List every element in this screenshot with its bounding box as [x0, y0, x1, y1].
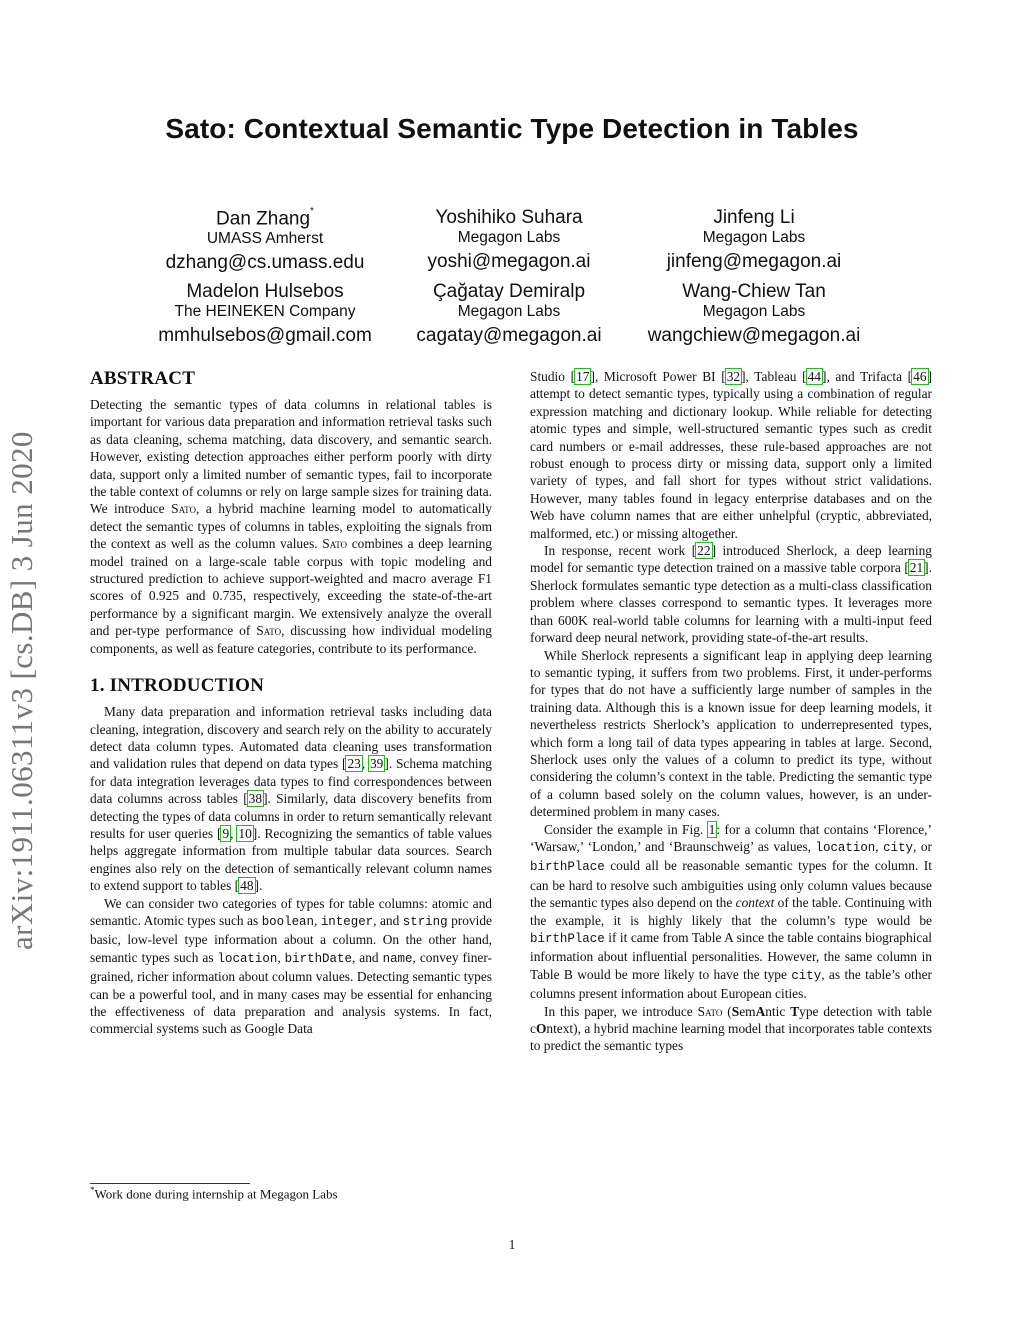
- author-footnote-mark: *: [310, 206, 314, 217]
- author-affiliation: The HEINEKEN Company: [174, 303, 356, 320]
- citation-link[interactable]: 9: [222, 825, 230, 841]
- citation-link[interactable]: 23: [347, 756, 361, 772]
- author-affiliation: Megagon Labs: [457, 303, 561, 320]
- citation-link[interactable]: 46: [913, 369, 927, 384]
- intro-paragraph: While Sherlock represents a significant leap in applying deep learning to semantic typing, it suffers from two problems. First, it under-performs for types that do not have a sufficiently large number of samples in the training data. Although this is a known issue for deep learning models, it nevertheless restricts Sherlock’s application to underrepresented types, which form a long tail of data types appearing in tables at large. Second, Sherlock uses only the values of a column to predict its type, without considering the column’s context in the table. Predicting the semantic type of a column based solely on the column values, however, is an under-determined problem in many cases.: [530, 647, 932, 820]
- citation-link[interactable]: 44: [807, 369, 821, 384]
- citation-link[interactable]: 38: [248, 791, 263, 807]
- footnote-text: Work done during internship at Megagon Labs: [94, 1186, 338, 1202]
- author-affiliation: UMASS Amherst: [206, 230, 324, 248]
- author-name: Madelon Hulsebos: [186, 281, 344, 302]
- author-email: cagatay@megagon.ai: [416, 325, 602, 346]
- footnote: [90, 1185, 338, 1202]
- right-column: [530, 368, 932, 1055]
- author-name: Wang-Chiew Tan: [682, 281, 826, 302]
- author-name: Yoshihiko Suhara: [435, 207, 583, 228]
- figure-link[interactable]: 1: [708, 821, 716, 837]
- citation-link[interactable]: 21: [909, 560, 924, 576]
- author-block: [604, 207, 904, 273]
- author-email: wangchiew@megagon.ai: [647, 325, 861, 346]
- arxiv-identifier: arXiv:1911.06311v3 [cs.DB] 3 Jun 2020: [4, 431, 39, 950]
- author-email: mmhulsebos@gmail.com: [158, 325, 372, 346]
- citation-link[interactable]: 17: [576, 369, 590, 384]
- intro-paragraph: In this paper, we introduce Sato (SemAntic Type detection with table cOntext), a hybrid machine learning model that incorporates table contexts to predict the semantic types: [530, 1003, 932, 1054]
- citation-link[interactable]: 39: [369, 756, 384, 772]
- author-name: Jinfeng Li: [713, 207, 795, 228]
- page-number: 1: [508, 1237, 516, 1252]
- citation-link[interactable]: 48: [240, 878, 254, 894]
- author-affiliation: Megagon Labs: [702, 229, 806, 246]
- intro-paragraph: Many data preparation and information retrieval tasks including data cleaning, integration, discovery and search rely on the ability to accurately detect data column types. Automated data cleaning uses transformation and validation rules that depend on data types [23, 39]. Schema matching for data integration leverages data types to find correspondences between data columns across tables [38]. Similarly, data discovery benefits from detecting the types of data columns in order to return semantically relevant results for user queries [9, 10]. Recognizing the semantics of table values helps aggregate information from multiple tabular data sources. Search engines also rely on the detection of semantically relevant column names to extend support to tables [48].: [90, 704, 492, 894]
- citation-link[interactable]: 22: [697, 543, 711, 559]
- citation-link[interactable]: 32: [726, 369, 741, 384]
- author-block: [604, 281, 904, 347]
- intro-paragraph: Studio [17], Microsoft Power BI [32], Tableau [44], and Trifacta [46] attempt to detect semantic types, typically using a combination of regular expression matching and dictionary lookup. While reliable for detecting atomic types and simple, well-structured semantic types such as credit card numbers or e-mail addresses, these rule-based approaches are not robust enough to process dirty or missing data, support only a limited variety of types, and fall short for types without strict validations. However, many tables found in legacy enterprise databases and on the Web have column names that are either unhelpful (cryptic, abbreviated, malformed, etc.) or missing altogether.: [530, 369, 932, 541]
- intro-paragraph: Consider the example in Fig. 1: for a column that contains ‘Florence,’ ‘Warsaw,’ ‘London,’ and ‘Braunschweig’ as values, location, city, or birthPlace could all be reasonable semantic types for the column. It can be hard to resolve such ambiguities using only column values because the semantic types also depend on the context of the table. Continuing with the example, it is highly likely that the column’s type would be birthPlace if it came from Table A since the table contains biographical information about influential personalities. However, the same column in Table B would be more likely to have the type city, as the table’s other columns present information about European cities.: [530, 821, 933, 1002]
- footnote-rule: [90, 1183, 250, 1184]
- introduction-heading: 1. INTRODUCTION: [90, 675, 265, 697]
- author-email: yoshi@megagon.ai: [427, 251, 591, 272]
- author-name: Dan Zhang: [216, 208, 311, 230]
- author-email: dzhang@cs.umass.edu: [165, 252, 365, 274]
- abstract-paragraph: Detecting the semantic types of data columns in relational tables is important for various data preparation and information retrieval tasks such as data cleaning, schema matching, data discovery, and semantic search. However, existing detection approaches either perform poorly with dirty data, support only a limited number of semantic types, fail to incorporate the table context of columns or rely on large sample sizes for training data. We introduce Sato, a hybrid machine learning model to automatically detect the semantic types of columns in tables, exploiting the signals from the context as well as the column values. Sato combines a deep learning model trained on a large-scale table corpus with topic modeling and structured prediction to achieve support-weighted and macro average F1 scores of 0.925 and 0.735, respectively, exceeding the state-of-the-art performance by a significant margin. We extensively analyze the overall and per-type performance of Sato, discussing how individual modeling components, as well as feature categories, contribute to its performance.: [90, 397, 492, 656]
- footnote-mark: *: [90, 1185, 95, 1195]
- left-column: [90, 368, 492, 1038]
- author-email: jinfeng@megagon.ai: [666, 251, 842, 272]
- author-affiliation: Megagon Labs: [457, 229, 561, 246]
- citation-link[interactable]: 10: [238, 825, 252, 841]
- author-affiliation: Megagon Labs: [702, 303, 806, 320]
- abstract-heading: ABSTRACT: [90, 368, 196, 389]
- author-name: Çağatay Demiralp: [432, 281, 586, 302]
- paper-title: Sato: Contextual Semantic Type Detection in Tables: [165, 113, 859, 144]
- intro-paragraph: We can consider two categories of types for table columns: atomic and semantic. Atomic types such as boolean, integer, and string provide basic, low-level type information about a column. On the other hand, semantic types such as location, birthDate, and name, convey finer-grained, richer information about column values. Detecting semantic types can be a powerful tool, and in many cases may be essential for enhancing the effectiveness of data preparation and analysis systems. In fact, commercial systems such as Google Data: [90, 895, 492, 1037]
- intro-paragraph: In response, recent work [22] introduced Sherlock, a deep learning model for semantic type detection trained on a massive table corpora [21]. Sherlock formulates semantic type detection as a multi-class classification problem where classes correspond to semantic types. It leverages more than 600K real-world table columns for learning with a multi-input feed forward deep neural network, providing state-of-the-art results.: [530, 543, 932, 646]
